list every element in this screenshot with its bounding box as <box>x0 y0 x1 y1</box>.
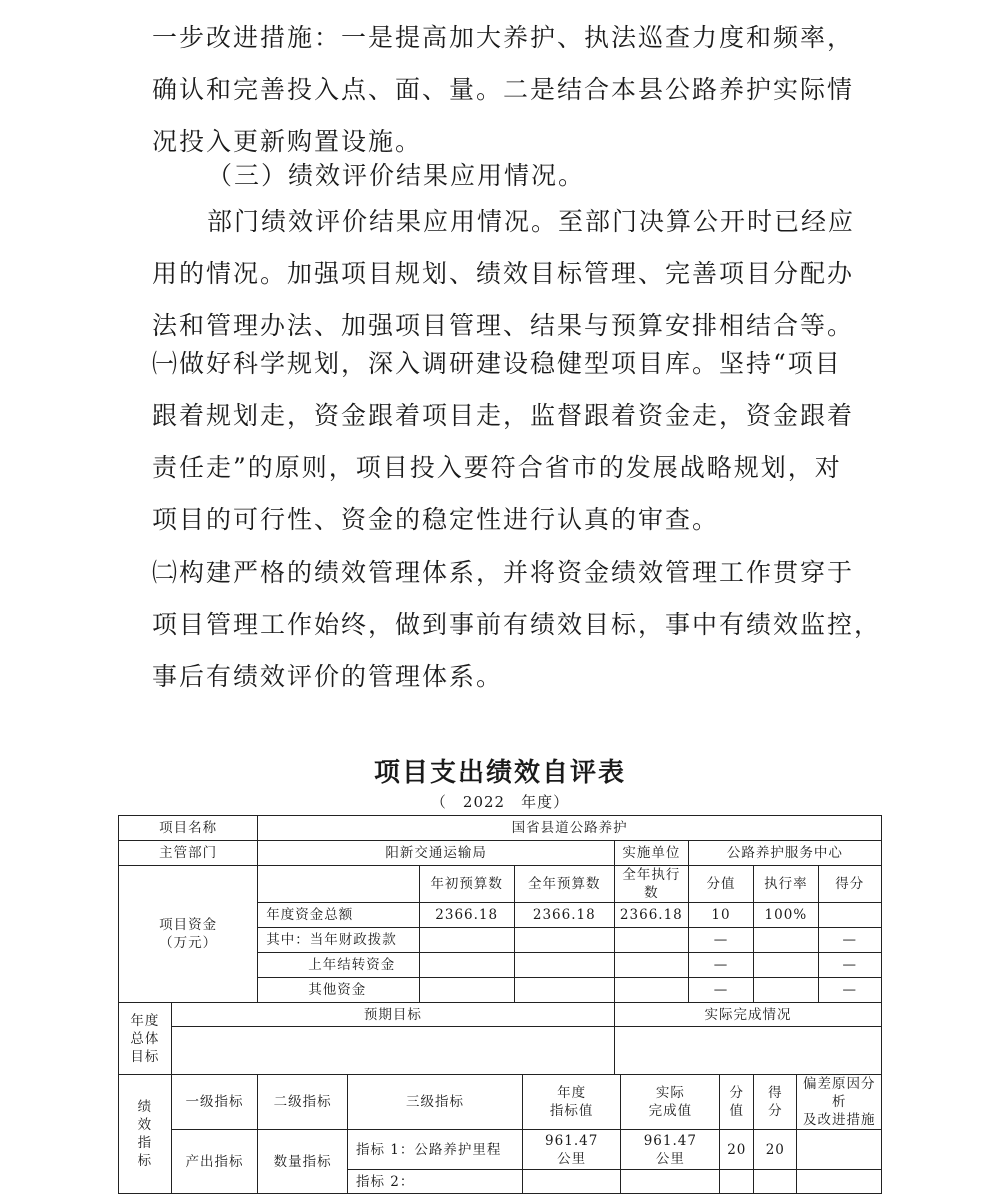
header-line: 分 <box>768 1103 783 1119</box>
value-line: 961.47 <box>545 1132 599 1149</box>
row-carry-label: 上年结转资金 <box>258 953 419 978</box>
carry-annual <box>514 953 614 978</box>
col-score-value: 分值 <box>688 866 753 903</box>
text-line: 一步改进措施：一是提高加大养护、执法巡查力度和频率， <box>152 23 855 52</box>
other-initial <box>419 978 514 1003</box>
impl-label: 实施单位 <box>614 841 688 866</box>
total-initial: 2366.18 <box>419 903 514 928</box>
fiscal-exec <box>614 928 688 953</box>
impl-value: 公路养护服务中心 <box>688 841 881 866</box>
unit-line: 公里 <box>557 1150 587 1167</box>
text-line: ㈡构建严格的绩效管理体系，并将资金绩效管理工作贯穿于 <box>152 558 855 587</box>
value-line: 961.47 <box>643 1132 697 1149</box>
fiscal-rate <box>754 928 818 953</box>
indicator-score-value-header <box>720 1075 754 1130</box>
paragraph-system <box>152 547 882 703</box>
indicator-label-char: 绩 <box>137 1099 153 1115</box>
indicator-1-actual <box>621 1130 720 1170</box>
text-line: 法和管理办法、加强项目管理、结果与预算安排相结合等。 <box>152 311 855 340</box>
fiscal-score: — <box>818 928 881 953</box>
other-score: — <box>818 978 881 1003</box>
text-line: 况投入更新购置设施。 <box>152 127 423 156</box>
quantity-indicator-label: 数量指标 <box>258 1130 348 1194</box>
indicator-1-target <box>523 1130 621 1170</box>
expected-goal-content <box>171 1027 614 1075</box>
indicator-1-deviation <box>797 1130 882 1170</box>
section-heading <box>152 150 852 202</box>
table-title: 项目支出绩效自评表 <box>373 758 626 788</box>
total-rate: 100% <box>754 903 818 928</box>
dept-label: 主管部门 <box>119 841 258 866</box>
carry-rate <box>754 953 818 978</box>
col-annual: 全年预算数 <box>514 866 614 903</box>
indicator-1-name: 指标 1：公路养护里程 <box>347 1130 522 1170</box>
row-other-label: 其他资金 <box>258 978 419 1003</box>
project-name-value: 国省县道公路养护 <box>258 816 882 841</box>
dept-value: 阳新交通运输局 <box>258 841 615 866</box>
indicator-deviation-header <box>797 1075 882 1130</box>
paragraph-results <box>152 196 856 352</box>
expected-goal-header: 预期目标 <box>171 1003 614 1027</box>
text-line: 部门绩效评价结果应用情况。至部门决算公开时已经应 <box>207 207 856 236</box>
fund-label-text: 项目资金 <box>159 917 218 933</box>
goal-label-line: 年度 <box>130 1012 160 1029</box>
indicator-1-score: 20 <box>754 1130 797 1170</box>
header-line: 偏差原因分析 <box>802 1076 876 1110</box>
paragraph-planning <box>152 338 855 546</box>
other-score-value: — <box>688 978 753 1003</box>
project-name-label: 项目名称 <box>119 816 258 841</box>
header-line: 分 <box>729 1085 745 1101</box>
carry-exec <box>614 953 688 978</box>
fiscal-initial <box>419 928 514 953</box>
header-line: 年度 <box>557 1085 587 1101</box>
indicator-label-char: 指 <box>137 1135 153 1151</box>
header-line: 实际 <box>655 1085 685 1101</box>
fund-label <box>119 866 258 1003</box>
total-score <box>818 903 881 928</box>
indicator-score-header <box>754 1075 797 1130</box>
indicator-label-char: 标 <box>137 1153 153 1169</box>
indicator-1-score-value: 20 <box>720 1130 754 1170</box>
total-exec: 2366.18 <box>614 903 688 928</box>
indicator-level2-header: 二级指标 <box>258 1075 348 1130</box>
output-indicator-label: 产出指标 <box>171 1130 258 1194</box>
indicator-section-label <box>119 1075 172 1194</box>
header-line: 及改进措施 <box>802 1112 876 1128</box>
col-exec: 全年执行数 <box>614 866 688 903</box>
carry-score-value: — <box>688 953 753 978</box>
total-annual: 2366.18 <box>514 903 614 928</box>
text-line: 确认和完善投入点、面、量。二是结合本县公路养护实际情 <box>152 75 855 104</box>
actual-status-content <box>614 1027 881 1075</box>
goal-label-line: 目标 <box>130 1048 160 1065</box>
fiscal-annual <box>514 928 614 953</box>
indicator-2-name: 指标 2： <box>347 1170 522 1194</box>
other-rate <box>754 978 818 1003</box>
indicator-level3-header: 三级指标 <box>347 1075 522 1130</box>
row-fiscal-label: 其中：当年财政拨款 <box>258 928 419 953</box>
carry-initial <box>419 953 514 978</box>
heading-text: （三）绩效评价结果应用情况。 <box>207 161 586 190</box>
indicator-target-header <box>523 1075 621 1130</box>
other-exec <box>614 978 688 1003</box>
blank-cell <box>258 866 419 903</box>
text-line: 项目的可行性、资金的稳定性进行认真的审查。 <box>152 505 720 534</box>
header-line: 指标值 <box>549 1103 594 1119</box>
total-score-value: 10 <box>688 903 753 928</box>
text-line: 事后有绩效评价的管理体系。 <box>152 662 504 691</box>
text-line: 项目管理工作始终，做到事前有绩效目标，事中有绩效监控， <box>152 610 882 639</box>
other-annual <box>514 978 614 1003</box>
unit-line: 公里 <box>655 1150 685 1167</box>
carry-score: — <box>818 953 881 978</box>
row-total-label: 年度资金总额 <box>258 903 419 928</box>
header-line: 完成值 <box>648 1103 693 1119</box>
col-rate: 执行率 <box>754 866 818 903</box>
header-line: 值 <box>729 1103 745 1119</box>
text-line: 跟着规划走，资金跟着项目走，监督跟着资金走，资金跟着 <box>152 401 855 430</box>
text-line: 用的情况。加强项目规划、绩效目标管理、完善项目分配办 <box>152 259 855 288</box>
indicator-label-char: 效 <box>137 1117 153 1133</box>
annual-goal-label <box>119 1003 172 1075</box>
goal-label-line: 总体 <box>130 1030 160 1047</box>
table-year: （ 2022 年度） <box>430 793 570 811</box>
fiscal-score-value: — <box>688 928 753 953</box>
indicator-level1-header: 一级指标 <box>171 1075 258 1130</box>
fund-unit-text: （万元） <box>159 935 218 951</box>
indicator-actual-header <box>621 1075 720 1130</box>
paragraph-improvement <box>152 12 855 168</box>
col-initial: 年初预算数 <box>419 866 514 903</box>
col-score: 得分 <box>818 866 881 903</box>
performance-table <box>118 815 882 1194</box>
text-line: 责任走”的原则，项目投入要符合省市的发展战略规划，对 <box>152 453 842 482</box>
header-line: 得 <box>768 1085 783 1101</box>
actual-status-header: 实际完成情况 <box>614 1003 881 1027</box>
text-line: ㈠做好科学规划，深入调研建设稳健型项目库。坚持“项目 <box>152 349 842 378</box>
